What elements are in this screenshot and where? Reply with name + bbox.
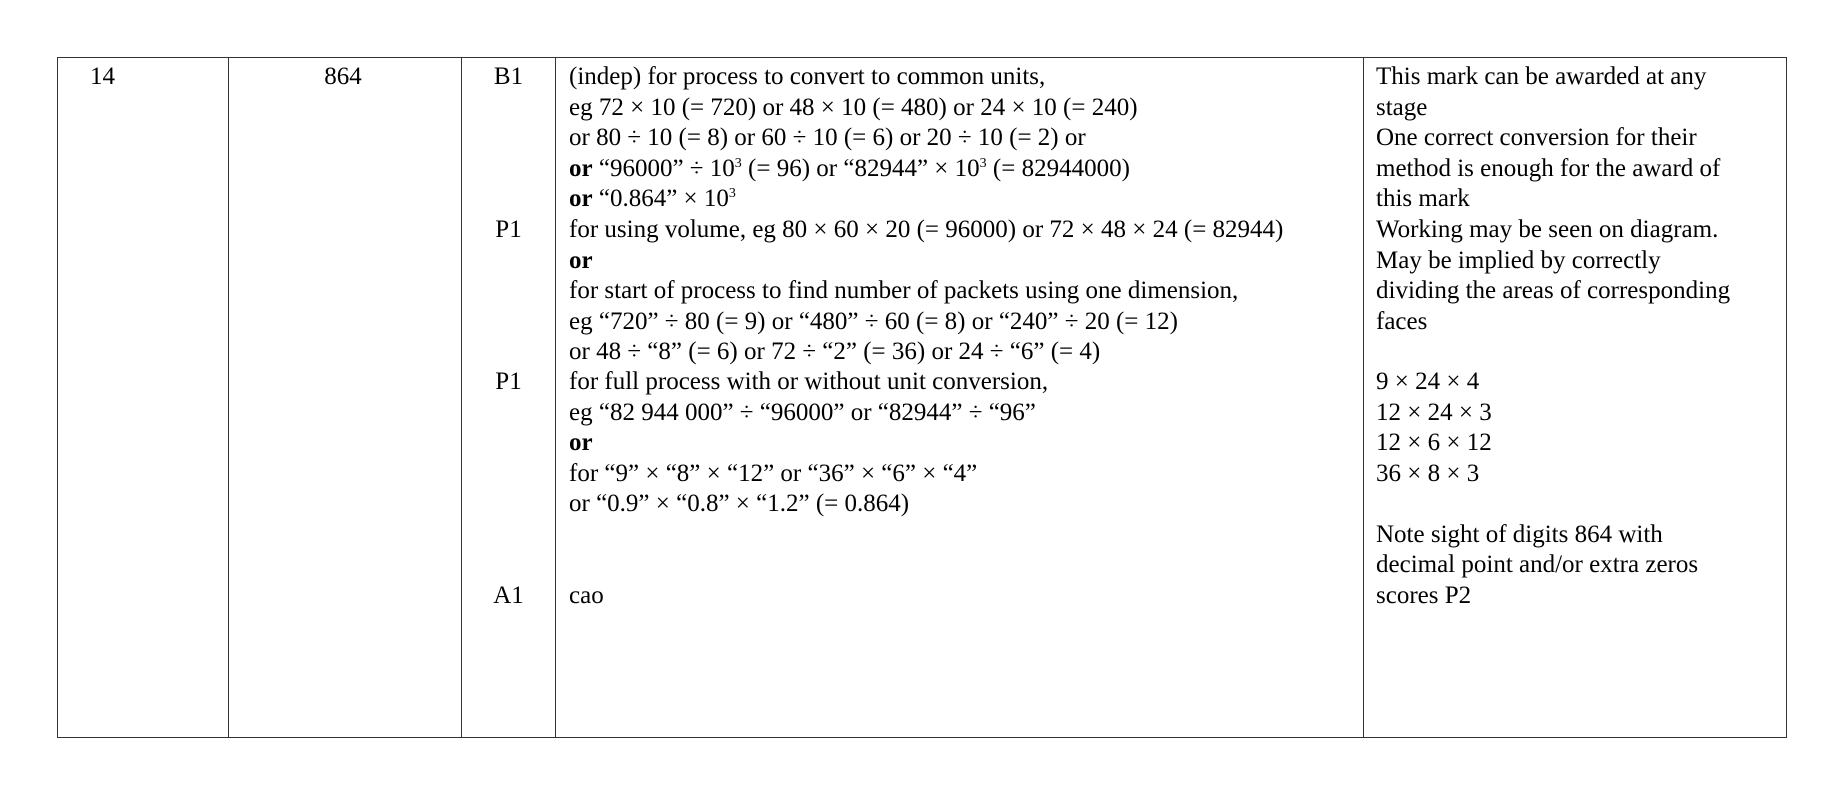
working-text: (indep) for process to convert to common units, bbox=[569, 63, 1046, 90]
note-line: 12 × 6 × 12 bbox=[1376, 429, 1492, 456]
note-line: Working may be seen on diagram. bbox=[1376, 216, 1719, 243]
notes-column bbox=[1363, 58, 1788, 737]
working-text: “0.864” × 10 bbox=[592, 185, 729, 212]
working-text: eg “720” ÷ 80 (= 9) or “480” ÷ 60 (= 8) or “240” ÷ 20 (= 12) bbox=[569, 307, 1178, 335]
answer-value: 864 bbox=[324, 63, 362, 90]
working-block bbox=[569, 581, 1357, 612]
working-column bbox=[555, 58, 1363, 737]
note-line: decimal point and/or extra zeros bbox=[1376, 551, 1699, 578]
working-line bbox=[569, 276, 1357, 307]
working-text: “96000” ÷ 10 bbox=[592, 154, 735, 182]
note-line: Note sight of digits 864 with bbox=[1376, 520, 1663, 548]
working-line bbox=[569, 123, 1357, 154]
mark-code: P1 bbox=[495, 368, 522, 395]
notes-block bbox=[1376, 215, 1780, 337]
working-line bbox=[569, 398, 1357, 429]
working-line bbox=[569, 215, 1357, 246]
bold-or: or bbox=[569, 246, 593, 274]
note-line: scores P2 bbox=[1376, 581, 1472, 609]
working-text: or 80 ÷ 10 (= 8) or 60 ÷ 10 (= 6) or 20 ÷ 10 (= 2) or bbox=[569, 124, 1086, 151]
working-block bbox=[569, 62, 1357, 215]
working-line bbox=[569, 246, 1357, 277]
working-text: for “9” × “8” × “12” or “36” × “6” × “4” bbox=[569, 459, 978, 487]
note-line: dividing the areas of corresponding bbox=[1376, 277, 1731, 304]
working-text: or “0.9” × “0.8” × “1.2” (= 0.864) bbox=[569, 490, 910, 517]
working-line bbox=[569, 428, 1357, 459]
note-line: 9 × 24 × 4 bbox=[1376, 368, 1480, 395]
working-block bbox=[569, 215, 1357, 368]
mark-column bbox=[461, 58, 555, 737]
bold-or: or bbox=[569, 154, 593, 182]
working-text: for using volume, eg 80 × 60 × 20 (= 96000) or 72 × 48 × 24 (= 82944) bbox=[569, 216, 1284, 243]
working-line bbox=[569, 307, 1357, 338]
working-text: eg “82 944 000” ÷ “96000” or “82944” ÷ “96” bbox=[569, 398, 1036, 426]
working-line bbox=[569, 154, 1357, 185]
bold-or: or bbox=[569, 429, 593, 456]
working-line bbox=[569, 489, 1357, 520]
note-line: this mark bbox=[1376, 185, 1470, 212]
notes-block bbox=[1376, 62, 1780, 215]
working-line bbox=[569, 93, 1357, 124]
mark-code: A1 bbox=[493, 582, 524, 609]
note-line: faces bbox=[1376, 307, 1428, 335]
working-line bbox=[569, 184, 1357, 215]
working-text: for start of process to find number of packets using one dimension, bbox=[569, 277, 1239, 304]
note-line bbox=[1376, 489, 1780, 520]
mark-code: P1 bbox=[495, 216, 522, 243]
working-text: (= 96) or “82944” × 10 bbox=[741, 154, 980, 182]
note-line: method is enough for the award of bbox=[1376, 154, 1721, 182]
bold-or: or bbox=[569, 185, 593, 212]
note-line: 36 × 8 × 3 bbox=[1376, 459, 1480, 487]
working-line bbox=[569, 581, 1357, 612]
working-line bbox=[569, 459, 1357, 490]
mark-code: B1 bbox=[493, 63, 524, 90]
notes-block bbox=[1376, 367, 1780, 611]
working-text: or 48 ÷ “8” (= 6) or 72 ÷ “2” (= 36) or 24 ÷ “6” (= 4) bbox=[569, 338, 1101, 365]
working-line bbox=[569, 337, 1357, 368]
working-line bbox=[569, 62, 1357, 93]
exponent: 3 bbox=[979, 155, 987, 171]
note-line: This mark can be awarded at any bbox=[1376, 63, 1707, 90]
working-block bbox=[569, 367, 1357, 520]
question-number: 14 bbox=[90, 63, 115, 90]
working-line bbox=[569, 367, 1357, 398]
mark-scheme-table bbox=[57, 57, 1787, 738]
working-text: cao bbox=[569, 582, 604, 609]
working-text: for full process with or without unit conversion, bbox=[569, 368, 1049, 395]
note-line: 12 × 24 × 3 bbox=[1376, 398, 1492, 426]
exponent: 3 bbox=[734, 155, 742, 171]
answer-column bbox=[228, 58, 461, 737]
question-column bbox=[58, 58, 228, 737]
note-line: One correct conversion for their bbox=[1376, 124, 1697, 151]
note-line: stage bbox=[1376, 93, 1428, 121]
exponent: 3 bbox=[728, 186, 736, 201]
working-text: (= 82944000) bbox=[986, 154, 1130, 182]
working-text: eg 72 × 10 (= 720) or 48 × 10 (= 480) or 24 × 10 (= 240) bbox=[569, 93, 1138, 121]
note-line: May be implied by correctly bbox=[1376, 246, 1661, 274]
